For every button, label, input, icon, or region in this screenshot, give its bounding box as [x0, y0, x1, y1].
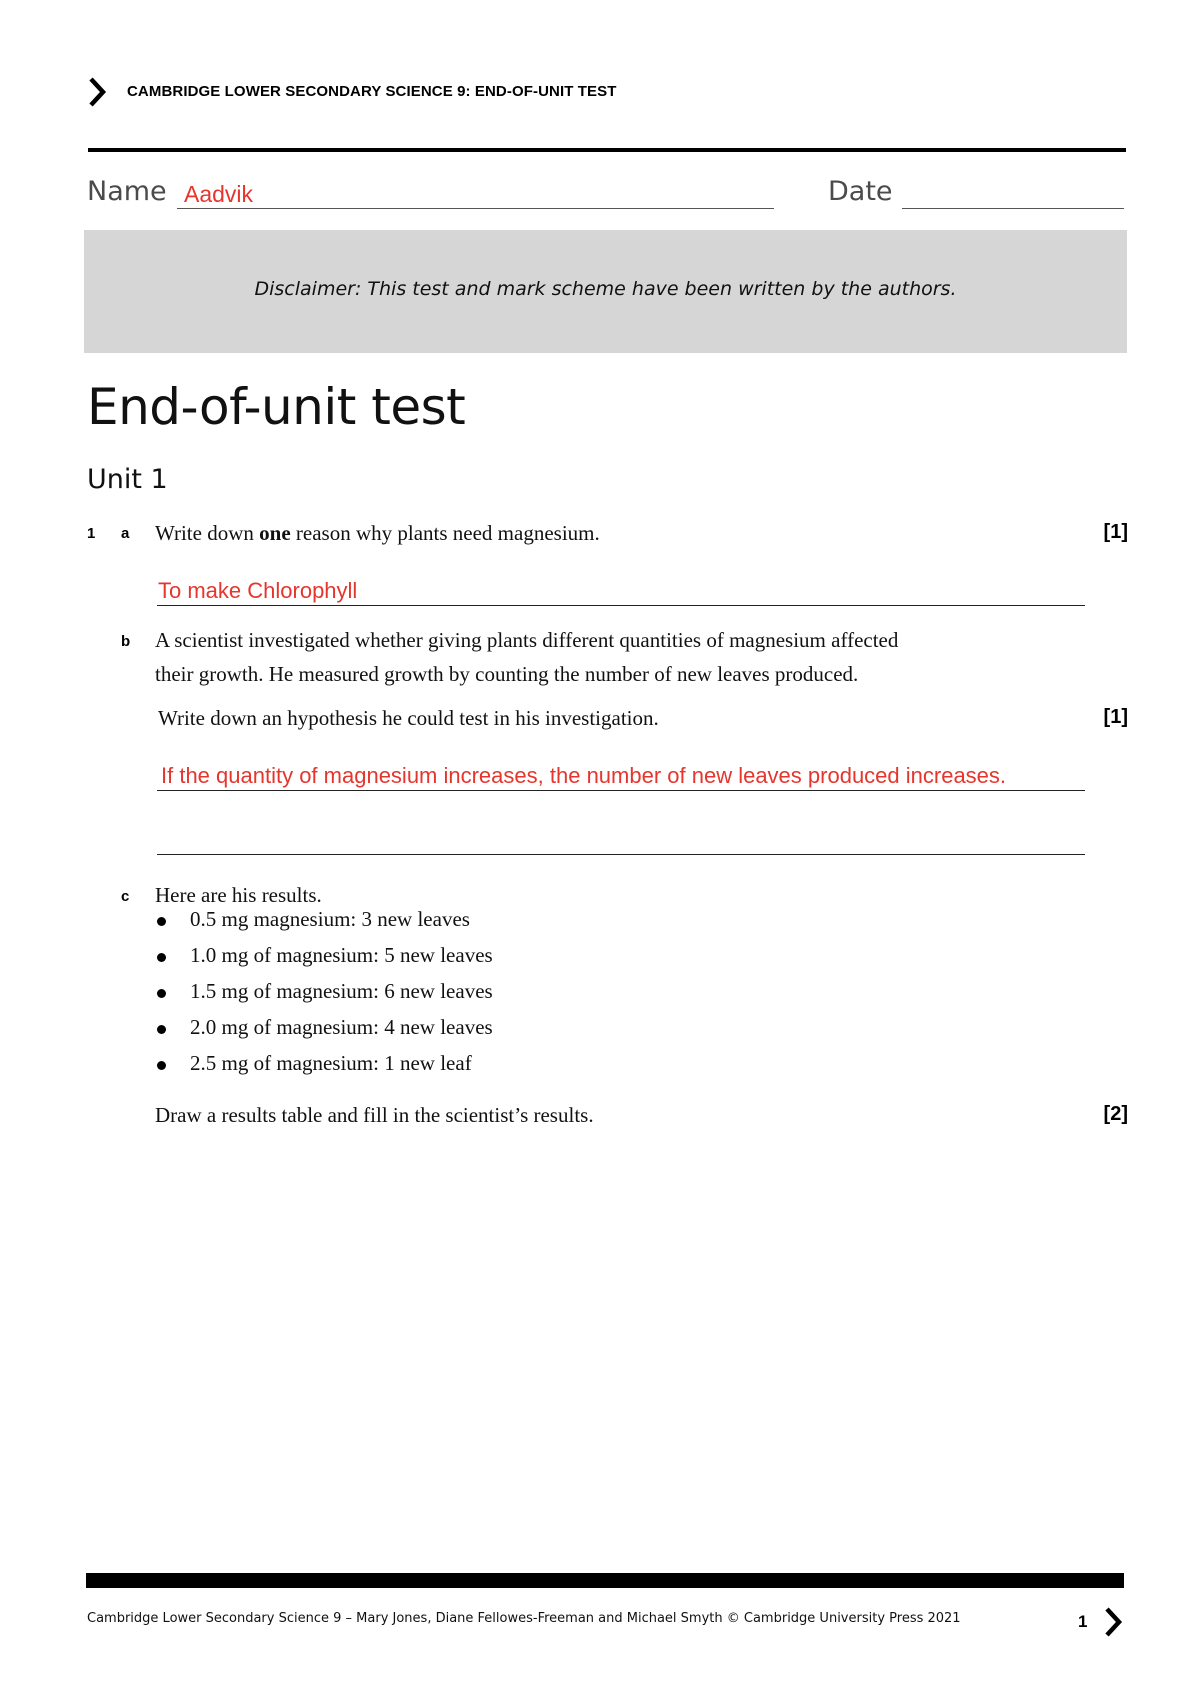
page-number: 1: [1078, 1612, 1088, 1631]
part-b-text-line1: A scientist investigated whether giving plants different quantities of magnesium affected: [155, 628, 899, 652]
part-b-answer-line-2: [157, 854, 1085, 855]
part-a-question: Write down one reason why plants need magnesium.: [155, 521, 600, 545]
footer-credit: Cambridge Lower Secondary Science 9 – Mary Jones, Diane Fellowes-Freeman and Michael Smyth © Cambridge University Press 2021: [87, 1611, 961, 1626]
name-label: Name: [87, 176, 167, 207]
part-b-text-line2: their growth. He measured growth by counting the number of new leaves produced.: [155, 662, 859, 686]
header-rule: [88, 148, 1126, 152]
part-b-marks: [1]: [1103, 706, 1128, 728]
list-item: 0.5 mg magnesium: 3 new leaves: [157, 907, 493, 943]
part-c-marks: [2]: [1103, 1103, 1128, 1125]
name-value[interactable]: Aadvik: [184, 181, 254, 207]
part-a-letter: a: [121, 525, 130, 542]
date-field-line: [902, 208, 1124, 209]
list-item: 1.0 mg of magnesium: 5 new leaves: [157, 943, 493, 979]
chevron-right-icon: [86, 76, 108, 108]
unit-label: Unit 1: [87, 464, 168, 495]
part-c-prompt: Draw a results table and fill in the scientist’s results.: [155, 1103, 594, 1127]
header-title: CAMBRIDGE LOWER SECONDARY SCIENCE 9: END-OF-UNIT TEST: [127, 83, 617, 100]
part-a-answer[interactable]: To make Chlorophyll: [158, 578, 358, 603]
part-c-intro: Here are his results.: [155, 883, 322, 907]
list-item: 2.5 mg of magnesium: 1 new leaf: [157, 1051, 493, 1087]
name-field-line: [177, 208, 774, 209]
disclaimer-text: Disclaimer: This test and mark scheme have been written by the authors.: [254, 278, 957, 300]
part-c-letter: c: [121, 888, 130, 905]
list-item: 1.5 mg of magnesium: 6 new leaves: [157, 979, 493, 1015]
part-b-answer[interactable]: If the quantity of magnesium increases, the number of new leaves produced increases.: [161, 763, 1007, 788]
list-item: 2.0 mg of magnesium: 4 new leaves: [157, 1015, 493, 1051]
footer-rule: [86, 1573, 1124, 1588]
part-a-answer-line: [157, 605, 1085, 606]
date-label: Date: [828, 176, 893, 207]
part-b-letter: b: [121, 633, 131, 650]
page-title: End-of-unit test: [87, 378, 466, 436]
part-a-marks: [1]: [1103, 521, 1128, 543]
results-list: [157, 907, 493, 1087]
chevron-right-icon[interactable]: [1102, 1606, 1124, 1638]
question-number: 1: [87, 525, 96, 542]
part-b-answer-line-1: [157, 790, 1085, 791]
part-b-prompt: Write down an hypothesis he could test in his investigation.: [158, 706, 659, 730]
